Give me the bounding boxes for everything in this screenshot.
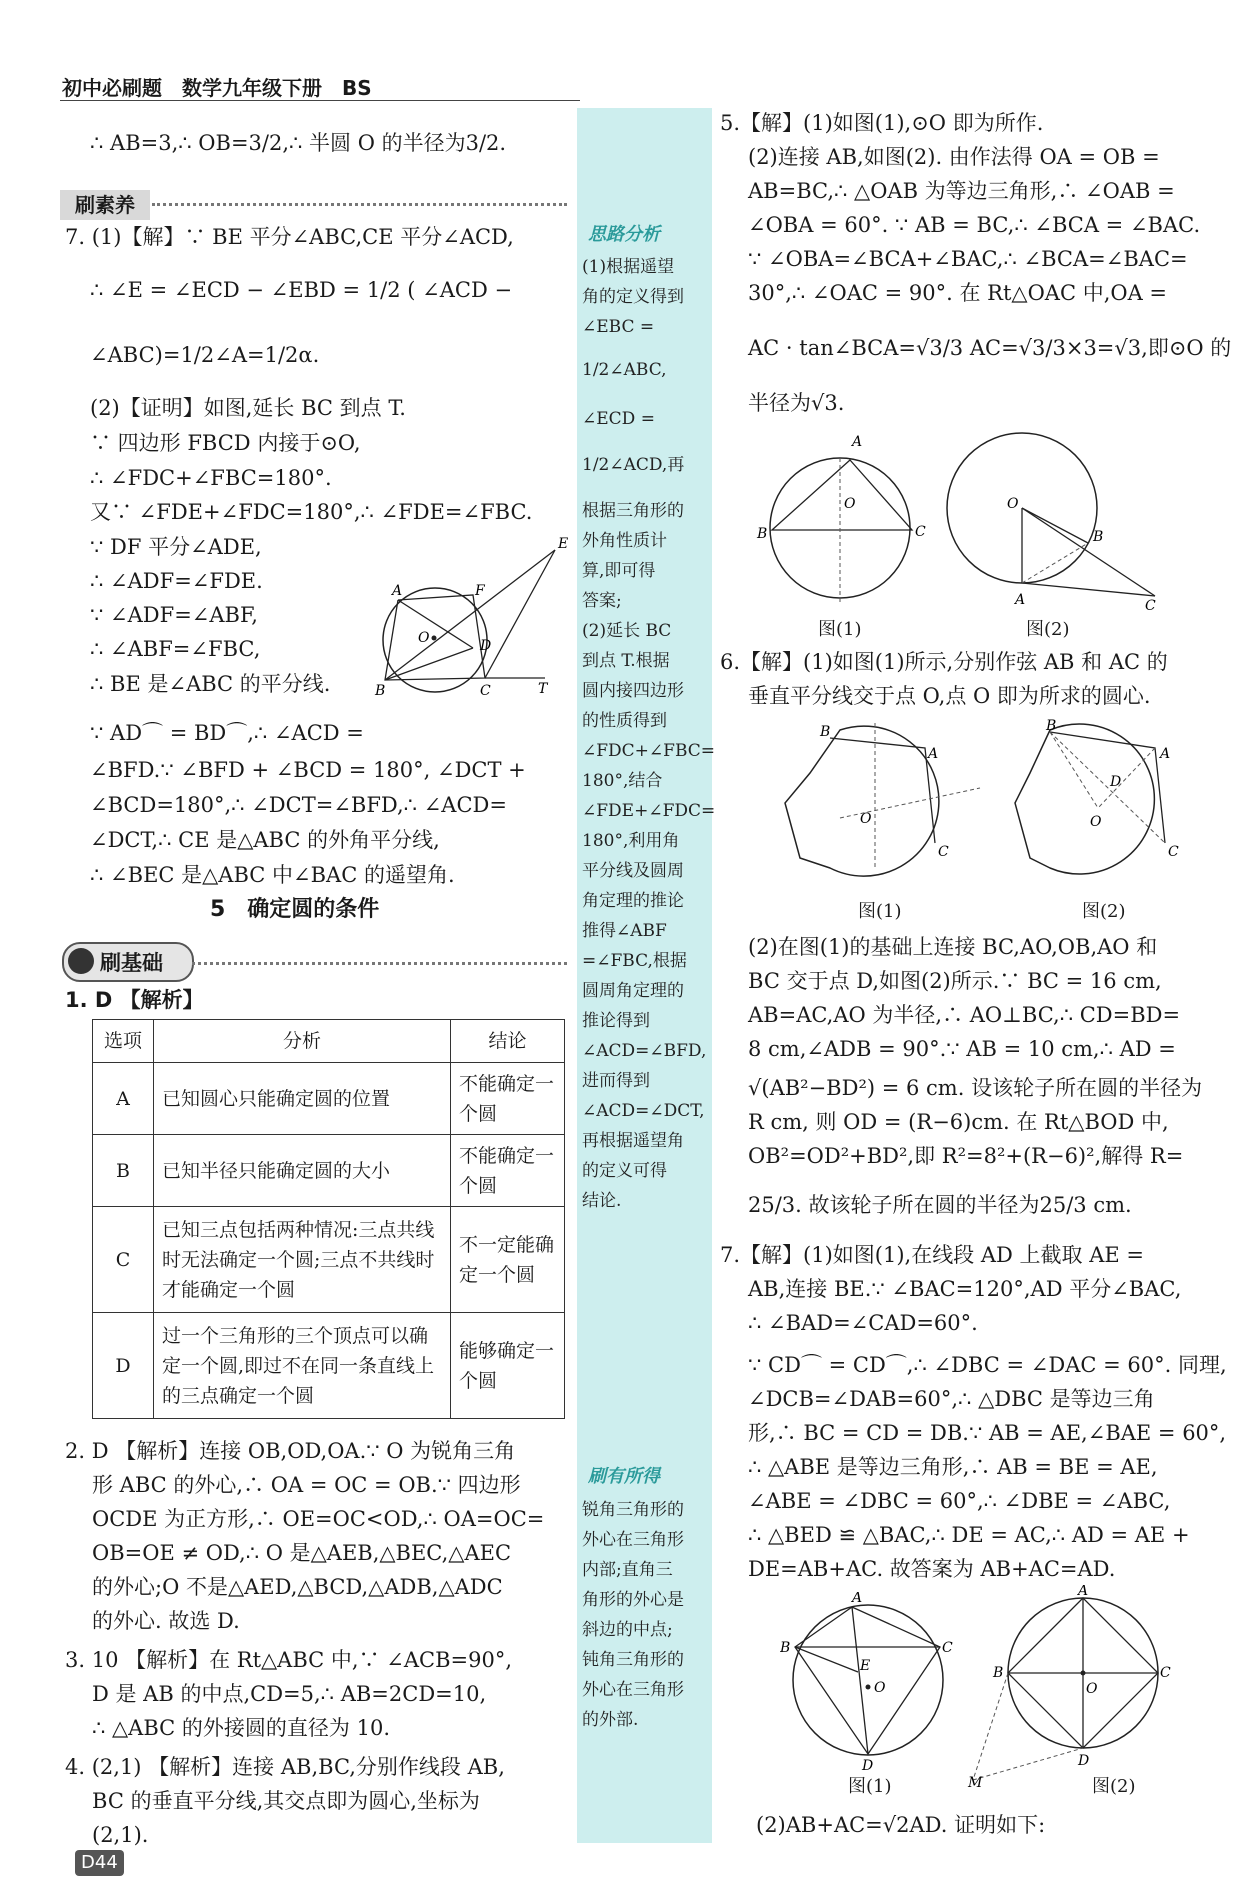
table-row	[93, 1313, 565, 1419]
text-line: 8 cm,∠ADB = 90°.∵ AB = 10 cm,∴ AD =	[748, 1037, 1176, 1061]
sidebar-line: 的定义可得	[582, 1161, 667, 1181]
svg-text:O: O	[418, 630, 430, 646]
table-cell: 已知半径只能确定圆的大小	[154, 1135, 451, 1207]
svg-text:B: B	[1093, 529, 1104, 545]
sidebar-line: =∠FBC,根据	[582, 951, 687, 971]
section-title: 5 确定圆的条件	[210, 897, 380, 922]
svg-text:A: A	[1160, 746, 1171, 762]
table-cell: A	[93, 1063, 154, 1135]
text-line: ∴ ∠ADF=∠FDE.	[90, 569, 263, 593]
text-line: ∴ △ABC 的外接圆的直径为 10.	[92, 1716, 390, 1740]
divider	[192, 962, 567, 965]
svg-text:E: E	[558, 536, 569, 552]
text-line: ∴ ∠ABF=∠FBC,	[90, 637, 261, 661]
table-cell: 不能确定一个圆	[451, 1063, 565, 1135]
figure-q6-2	[1010, 718, 1190, 898]
svg-text:C: C	[1160, 1665, 1171, 1681]
text-line: ∠DCT,∴ CE 是△ABC 的外角平分线,	[90, 828, 440, 852]
text-line: ∴ ∠FDC+∠FBC=180°.	[90, 466, 332, 490]
svg-text:B: B	[375, 683, 386, 699]
text-line: 25/3. 故该轮子所在圆的半径为25/3 cm.	[748, 1193, 1132, 1217]
figure-circle-q7	[370, 530, 570, 710]
text-line: 4. (2,1) 【解析】连接 AB,BC,分别作线段 AB,	[65, 1755, 505, 1779]
svg-text:F: F	[475, 583, 485, 599]
text-line: D 是 AB 的中点,CD=5,∴ AB=2CD=10,	[92, 1682, 487, 1706]
sidebar-line: ∠FDE+∠FDC=	[582, 801, 716, 821]
text-line: OCDE 为正方形,∴ OE=OC<OD,∴ OA=OC=	[92, 1507, 545, 1531]
svg-text:D: D	[1110, 774, 1122, 790]
text-line: ∴ BE 是∠ABC 的平分线.	[90, 672, 331, 696]
sidebar-line: 圆周角定理的	[582, 981, 684, 1001]
sidebar-line: 根据三角形的	[582, 501, 684, 521]
figure-q7-2	[958, 1585, 1188, 1790]
text-line: ∴ AB=3,∴ OB=3/2,∴ 半圆 O 的半径为3/2.	[90, 131, 507, 155]
text-line: ∵ ∠OBA=∠BCA+∠BAC,∴ ∠BCA=∠BAC=	[748, 247, 1188, 271]
sidebar-line: 内部;直角三	[582, 1560, 673, 1580]
sidebar-line: 的性质得到	[582, 711, 667, 731]
page-header: 初中必刷题 数学九年级下册 BS	[62, 76, 372, 100]
svg-text:O: O	[860, 811, 872, 827]
svg-text:O: O	[1007, 496, 1019, 512]
text-line: (2)【证明】如图,延长 BC 到点 T.	[90, 396, 406, 420]
svg-text:B: B	[993, 1665, 1004, 1681]
text-line: R cm, 则 OD = (R−6)cm. 在 Rt△BOD 中,	[748, 1110, 1169, 1134]
sidebar-line: 外角性质计	[582, 531, 667, 551]
text-line: 7.【解】(1)如图(1),在线段 AD 上截取 AE =	[720, 1243, 1144, 1267]
text-line: (2)AB+AC=√2AD. 证明如下:	[756, 1813, 1046, 1837]
svg-text:O: O	[1086, 1681, 1098, 1697]
svg-text:C: C	[1168, 844, 1179, 860]
sidebar-title: 思路分析	[588, 224, 660, 245]
text-line: ∴ △BED ≌ △BAC,∴ DE = AC,∴ AD = AE +	[748, 1523, 1190, 1547]
table-row	[93, 1063, 565, 1135]
sidebar-line: 角定理的推论	[582, 891, 684, 911]
svg-text:B: B	[757, 526, 768, 542]
options-table	[92, 1019, 565, 1419]
svg-text:E: E	[860, 1658, 871, 1674]
figure-caption: 图(2)	[1092, 1776, 1136, 1797]
text-line: OB²=OD²+BD²,即 R²=8²+(R−6)²,解得 R=	[748, 1144, 1184, 1168]
sidebar-line: ∠ACD=∠BFD,	[582, 1041, 707, 1061]
sidebar-line: 角形的外心是	[582, 1590, 684, 1610]
sidebar-title: 刷有所得	[588, 1466, 660, 1487]
text-line: (2,1).	[92, 1823, 149, 1847]
svg-text:A: A	[1078, 1585, 1089, 1599]
figure-caption: 图(2)	[1082, 901, 1126, 922]
sidebar-line: 锐角三角形的	[582, 1500, 684, 1520]
sidebar-line: 到点 T.根据	[582, 651, 670, 671]
figure-caption: 图(1)	[848, 1776, 892, 1797]
text-line: OB=OE ≠ OD,∴ O 是△AEB,△BEC,△AEC	[92, 1541, 512, 1565]
sidebar-line: 进而得到	[582, 1071, 650, 1091]
text-line: (2)在图(1)的基础上连接 BC,AO,OB,AO 和	[748, 935, 1158, 959]
table-cell: 过一个三角形的三个顶点可以确定一个圆,即过不在同一条直线上的三点确定一个圆	[154, 1313, 451, 1419]
text-line: ∵ ∠ADF=∠ABF,	[90, 603, 258, 627]
sidebar-line: 的外部.	[582, 1710, 639, 1730]
sidebar-line: 圆内接四边形	[582, 681, 684, 701]
badge-basic	[62, 942, 194, 982]
figure-q6-1	[780, 718, 990, 898]
text-line: √(AB²−BD²) = 6 cm. 设该轮子所在圆的半径为	[748, 1076, 1203, 1100]
svg-text:A: A	[852, 1592, 863, 1606]
svg-text:C: C	[480, 683, 491, 699]
sidebar-line: 角的定义得到	[582, 287, 684, 307]
svg-text:C: C	[938, 844, 949, 860]
sidebar-line: 答案;	[582, 591, 622, 611]
text-line: 3. 10 【解析】在 Rt△ABC 中,∵ ∠ACB=90°,	[65, 1648, 513, 1672]
figure-caption: 图(1)	[818, 619, 862, 640]
text-line: ∠OBA = 60°. ∵ AB = BC,∴ ∠BCA = ∠BAC.	[748, 213, 1201, 237]
table-header: 结论	[451, 1020, 565, 1063]
svg-text:T: T	[538, 681, 548, 697]
table-cell: 能够确定一个圆	[451, 1313, 565, 1419]
text-line: 7. (1)【解】∵ BE 平分∠ABC,CE 平分∠ACD,	[65, 225, 514, 249]
text-line: 6.【解】(1)如图(1)所示,分别作弦 AB 和 AC 的	[720, 650, 1168, 674]
figure-q5-2	[945, 428, 1165, 618]
sidebar-line: 结论.	[582, 1191, 622, 1211]
svg-text:C: C	[1145, 598, 1156, 614]
text-line: ∠DCB=∠DAB=60°,∴ △DBC 是等边三角	[748, 1387, 1155, 1411]
divider	[152, 203, 567, 206]
text-line: 2. D 【解析】连接 OB,OD,OA.∵ O 为锐角三角	[65, 1439, 516, 1463]
text-line: AB=AC,AO 为半径,∴ AO⊥BC,∴ CD=BD=	[748, 1003, 1181, 1027]
sidebar-line: 推得∠ABF	[582, 921, 667, 941]
table-header: 选项	[93, 1020, 154, 1063]
text-line: 的外心;O 不是△AED,△BCD,△ADB,△ADC	[92, 1575, 503, 1599]
table-cell: B	[93, 1135, 154, 1207]
svg-text:D: D	[862, 1758, 874, 1772]
sidebar-line: ∠ECD =	[582, 409, 655, 429]
figure-caption: 图(2)	[1026, 619, 1070, 640]
sidebar-line: ∠EBC =	[582, 317, 655, 337]
text-line: ∠ABE = ∠DBC = 60°,∴ ∠DBE = ∠ABC,	[748, 1489, 1171, 1513]
sidebar-line: 斜边的中点;	[582, 1620, 673, 1640]
text-line: 半径为√3.	[748, 391, 845, 415]
badge-literacy: 刷素养	[60, 190, 150, 220]
sidebar-line: 180°,结合	[582, 771, 663, 791]
table-row	[93, 1135, 565, 1207]
sidebar-line: 1/2∠ABC,	[582, 360, 667, 380]
sidebar-line: 算,即可得	[582, 561, 656, 581]
sidebar-line: 1/2∠ACD,再	[582, 455, 685, 475]
sidebar-line: 平分线及圆周	[582, 861, 684, 881]
badge-basic-label: 刷基础	[100, 951, 163, 975]
sidebar-line: 外心在三角形	[582, 1680, 684, 1700]
table-header-row	[93, 1020, 565, 1063]
svg-text:B: B	[820, 724, 831, 740]
sidebar-line: 推论得到	[582, 1011, 650, 1031]
text-line: ∴ ∠BAD=∠CAD=60°.	[748, 1311, 978, 1335]
sidebar-line: ∠ACD=∠DCT,	[582, 1101, 705, 1121]
text-line: (2)连接 AB,如图(2). 由作法得 OA = OB =	[748, 145, 1160, 169]
text-line: ∴ ∠BEC 是△ABC 中∠BAC 的遥望角.	[90, 863, 455, 887]
svg-text:D: D	[480, 638, 492, 654]
text-line: ∵ CD⌒ = CD⌒,∴ ∠DBC = ∠DAC = 60°. 同理,	[748, 1353, 1227, 1377]
sidebar-line: 再根据遥望角	[582, 1131, 684, 1151]
table-header: 分析	[154, 1020, 451, 1063]
figure-q7-1	[780, 1592, 960, 1772]
table-cell: D	[93, 1313, 154, 1419]
svg-text:A: A	[928, 746, 939, 762]
svg-text:A: A	[392, 583, 403, 599]
sidebar-line: ∠FDC+∠FBC=	[582, 741, 716, 761]
svg-text:A: A	[852, 434, 863, 450]
figure-q5-1	[752, 428, 932, 618]
text-line: AB,连接 BE.∵ ∠BAC=120°,AD 平分∠BAC,	[748, 1277, 1182, 1301]
text-line: 又∵ ∠FDE+∠FDC=180°,∴ ∠FDE=∠FBC.	[90, 500, 533, 524]
text-line: 垂直平分线交于点 O,点 O 即为所求的圆心.	[748, 684, 1151, 708]
text-line: AC · tan∠BCA=√3/3 AC=√3/3×3=√3,即⊙O 的	[748, 336, 1232, 360]
table-row	[93, 1207, 565, 1313]
text-line: 形 ABC 的外心,∴ OA = OC = OB.∵ 四边形	[92, 1473, 521, 1497]
svg-text:C: C	[942, 1640, 953, 1656]
text-line: ∠ABC)=1/2∠A=1/2α.	[90, 343, 320, 367]
sidebar-line: 180°,利用角	[582, 831, 680, 851]
text-line: ∵ DF 平分∠ADE,	[90, 535, 262, 559]
svg-text:C: C	[915, 524, 926, 540]
text-line: 30°,∴ ∠OAC = 90°. 在 Rt△OAC 中,OA =	[748, 281, 1168, 305]
sidebar-line: 钝角三角形的	[582, 1650, 684, 1670]
sidebar-line: 外心在三角形	[582, 1530, 684, 1550]
figure-caption: 图(1)	[858, 901, 902, 922]
text-line: ∠BCD=180°,∴ ∠DCT=∠BFD,∴ ∠ACD=	[90, 793, 507, 817]
sidebar-line: (2)延长 BC	[582, 621, 672, 641]
text-line: ∵ AD⌒ = BD⌒,∴ ∠ACD =	[90, 721, 364, 745]
text-line: AB=BC,∴ △OAB 为等边三角形,∴ ∠OAB =	[748, 179, 1175, 203]
sidebar-line: (1)根据遥望	[582, 257, 675, 277]
page-number: D44	[75, 1850, 124, 1876]
text-line: ∠BFD.∵ ∠BFD + ∠BCD = 180°, ∠DCT +	[90, 758, 526, 782]
table-cell: 不一定能确定一个圆	[451, 1207, 565, 1313]
text-line: 形,∴ BC = CD = DB.∵ AB = AE,∠BAE = 60°,	[748, 1421, 1227, 1445]
svg-text:O: O	[844, 496, 856, 512]
svg-text:M: M	[968, 1775, 983, 1790]
svg-text:D: D	[1078, 1753, 1090, 1769]
table-cell: 已知三点包括两种情况:三点共线时无法确定一个圆;三点不共线时才能确定一个圆	[154, 1207, 451, 1313]
svg-text:B: B	[780, 1640, 791, 1656]
svg-text:A: A	[1015, 592, 1026, 608]
book-icon	[68, 948, 94, 974]
table-cell: 已知圆心只能确定圆的位置	[154, 1063, 451, 1135]
table-cell: 不能确定一个圆	[451, 1135, 565, 1207]
svg-text:B: B	[1046, 718, 1057, 734]
text-line: ∵ 四边形 FBCD 内接于⊙O,	[90, 431, 361, 455]
text-line: 5.【解】(1)如图(1),⊙O 即为所作.	[720, 111, 1044, 135]
table-cell: C	[93, 1207, 154, 1313]
svg-text:O: O	[874, 1680, 886, 1696]
svg-text:O: O	[1090, 814, 1102, 830]
text-line: 的外心. 故选 D.	[92, 1609, 240, 1633]
text-line: DE=AB+AC. 故答案为 AB+AC=AD.	[748, 1557, 1116, 1581]
text-line: ∴ ∠E = ∠ECD − ∠EBD = 1/2 ( ∠ACD −	[90, 278, 513, 302]
q1-label: 1. D 【解析】	[65, 988, 204, 1012]
text-line: BC 交于点 D,如图(2)所示.∵ BC = 16 cm,	[748, 969, 1162, 993]
header-rule	[60, 100, 580, 101]
text-line: ∴ △ABE 是等边三角形,∴ AB = BE = AE,	[748, 1455, 1158, 1479]
text-line: BC 的垂直平分线,其交点即为圆心,坐标为	[92, 1789, 480, 1813]
